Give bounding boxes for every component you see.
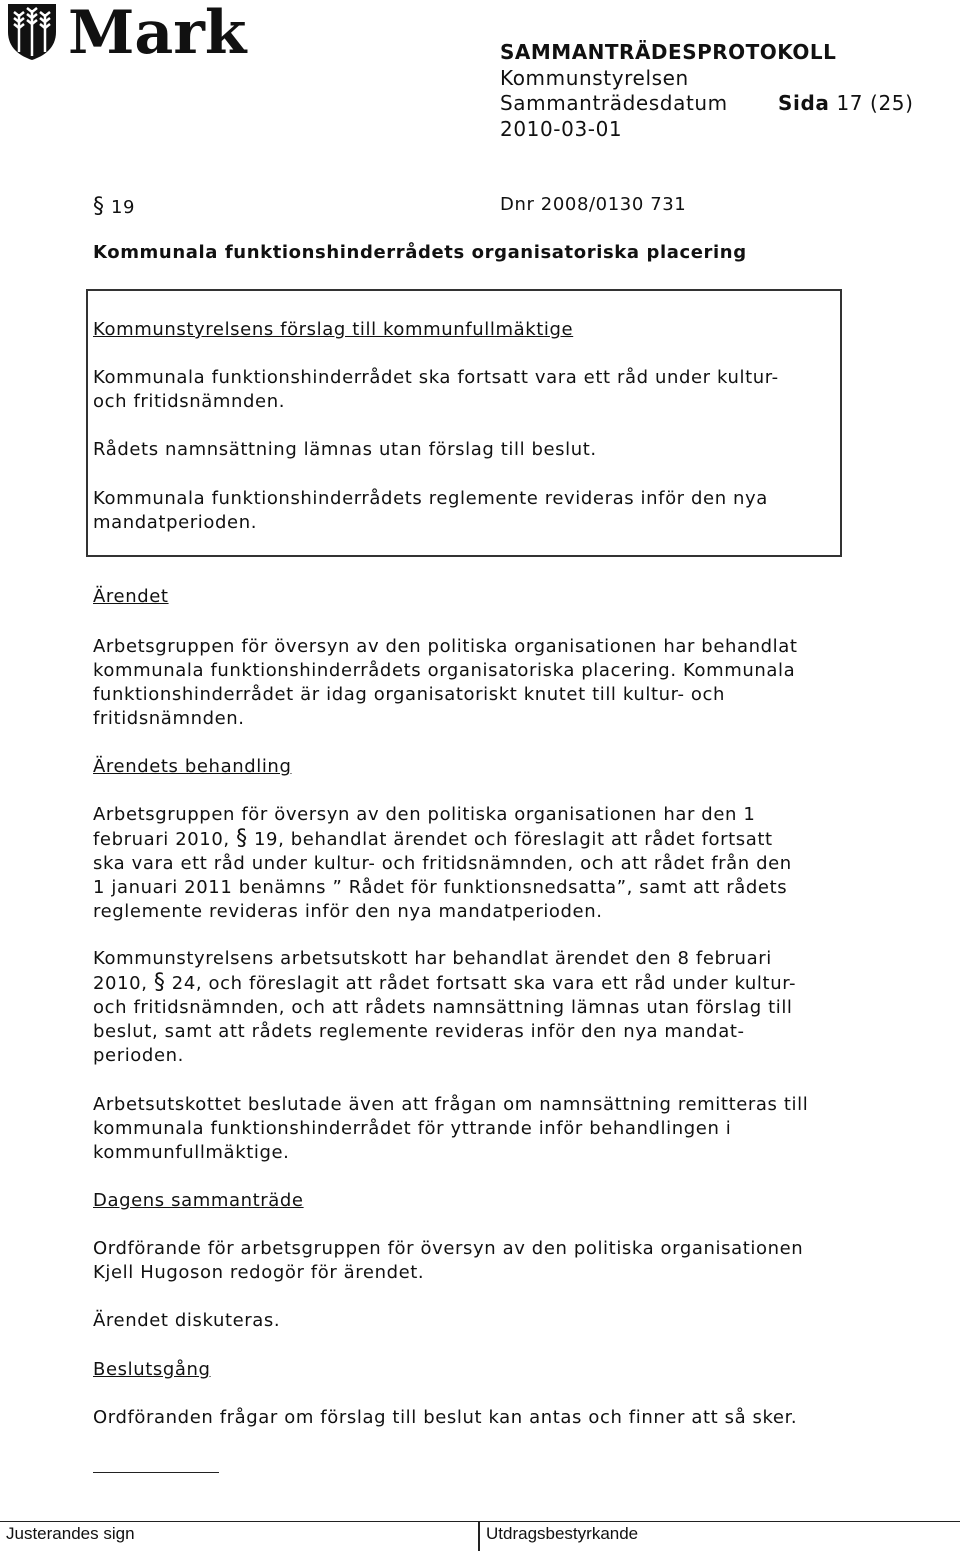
dagens-note: Ärendet diskuteras. [93, 1310, 281, 1331]
case-number [93, 194, 135, 219]
text-line: mandatperioden. [93, 512, 258, 533]
text-line: Arbetsgruppen för översyn av den politiska organisationen har behandlat [93, 636, 798, 657]
section-mark: § [236, 826, 248, 851]
case-title: Kommunala funktionshinderrådets organisatoriska placering [93, 242, 747, 263]
text-line: beslut, samt att rådets reglemente revideras inför den nya mandat- [93, 1021, 745, 1042]
footer-justerandes-sign: Justerandes sign [6, 1524, 135, 1543]
text-line: Kommunala funktionshinderrådet ska fortsatt vara ett råd under kultur- [93, 367, 779, 388]
behandling-paragraph-1 [93, 803, 853, 924]
section-heading-behandling: Ärendets behandling [93, 756, 292, 777]
text-line: funktionshinderrådet är idag organisatoriskt knutet till kultur- och [93, 684, 725, 705]
behandling-paragraph-2 [93, 947, 853, 1068]
section-heading-arendet: Ärendet [93, 586, 169, 607]
text-line: och fritidsnämnden, och att rådets namnsättning lämnas utan förslag till [93, 997, 793, 1018]
logo-wordmark: Mark [68, 0, 247, 68]
text-fragment: 19, behandlat ärendet och föreslagit att rådet fortsatt [254, 829, 773, 850]
dagens-paragraph [93, 1237, 853, 1285]
text-line: Arbetsgruppen för översyn av den politiska organisationen har den 1 [93, 804, 756, 825]
case-dnr: Dnr 2008/0130 731 [500, 194, 687, 215]
text-fragment: februari 2010, [93, 829, 230, 850]
section-heading-dagens: Dagens sammanträde [93, 1190, 304, 1211]
text-line [93, 971, 853, 996]
text-line: kommunala funktionshinderrådets organisatoriska placering. Kommunala [93, 660, 796, 681]
board-name: Kommunstyrelsen [500, 66, 689, 90]
text-line: fritidsnämnden. [93, 708, 245, 729]
beslutsgang-paragraph: Ordföranden frågar om förslag till beslut kan antas och finner att så sker. [93, 1407, 798, 1428]
text-line: kommunala funktionshinderrådet för yttrande inför behandlingen i [93, 1118, 732, 1139]
page-value: 17 (25) [836, 91, 914, 115]
text-line: Ordförande för arbetsgruppen för översyn av den politiska organisationen [93, 1238, 804, 1259]
section-heading-beslutsgang: Beslutsgång [93, 1359, 211, 1380]
text-fragment: 24, och föreslagit att rådet fortsatt ska vara ett råd under kultur- [171, 973, 797, 994]
signature-rule [93, 1472, 219, 1473]
text-line: kommunfullmäktige. [93, 1142, 290, 1163]
text-line [93, 827, 853, 852]
proposal-heading: Kommunstyrelsens förslag till kommunfullmäktige [93, 319, 574, 340]
text-line: reglemente revideras inför den nya mandatperioden. [93, 901, 603, 922]
text-line: Kommunstyrelsens arbetsutskott har behandlat ärendet den 8 februari [93, 948, 772, 969]
meeting-date-label: Sammanträdesdatum [500, 91, 728, 115]
arendet-paragraph [93, 635, 853, 731]
proposal-paragraph-2: Rådets namnsättning lämnas utan förslag till beslut. [93, 439, 597, 460]
text-line: och fritidsnämnden. [93, 391, 286, 412]
text-fragment: 2010, [93, 973, 148, 994]
meeting-date: 2010-03-01 [500, 117, 623, 141]
footer-divider [0, 1521, 960, 1522]
section-mark: § [93, 194, 105, 219]
municipality-logo [6, 2, 246, 66]
section-mark: § [153, 970, 166, 995]
document-type: SAMMANTRÄDESPROTOKOLL [500, 40, 837, 64]
proposal-paragraph-1 [93, 366, 853, 414]
case-number-value: 19 [110, 197, 136, 218]
text-line: Kommunala funktionshinderrådets reglemente revideras inför den nya [93, 488, 768, 509]
text-line: Kjell Hugoson redogör för ärendet. [93, 1262, 425, 1283]
footer-column-divider [478, 1521, 480, 1551]
text-line: perioden. [93, 1045, 184, 1066]
municipal-crest-icon [6, 2, 58, 62]
text-line: ska vara ett råd under kultur- och fritidsnämnden, och att rådet från den [93, 853, 792, 874]
footer-utdragsbestyrkande: Utdragsbestyrkande [486, 1524, 639, 1543]
text-line: Arbetsutskottet beslutade även att frågan om namnsättning remitteras till [93, 1094, 809, 1115]
page-indicator [778, 91, 914, 115]
page-label: Sida [778, 91, 830, 115]
proposal-paragraph-3 [93, 487, 853, 535]
behandling-paragraph-3 [93, 1093, 853, 1165]
text-line: 1 januari 2011 benämns ” Rådet för funktionsnedsatta”, samt att rådets [93, 877, 788, 898]
